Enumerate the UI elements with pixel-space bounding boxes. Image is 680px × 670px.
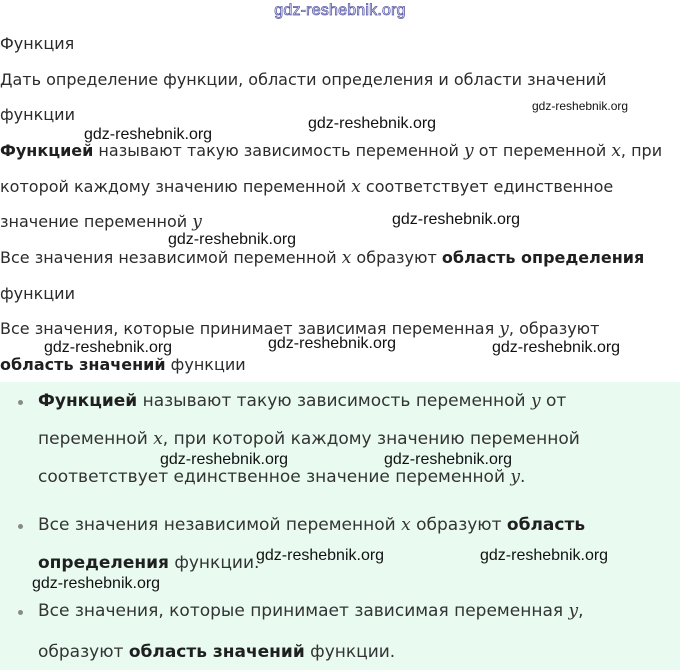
watermark: gdz-reshebnik.org bbox=[492, 339, 621, 356]
definition-range-line-2: область значений функции bbox=[0, 355, 246, 374]
watermark: gdz-reshebnik.org bbox=[392, 211, 521, 228]
math-var-y: y bbox=[192, 212, 202, 232]
math-var-y: y bbox=[464, 141, 474, 161]
math-var-y: y bbox=[510, 467, 521, 487]
summary-item-1-line-3: соответствует единственное значение переменной y. bbox=[38, 467, 526, 487]
definition-domain-line-1: Все значения независимой переменной x образуют область определения bbox=[0, 248, 645, 268]
section-heading: Функция bbox=[0, 34, 75, 53]
definition-function-line-2: которой каждому значению переменной x соответствует единственное bbox=[0, 177, 614, 197]
summary-item-1-line-1: Функцией называют такую зависимость переменной y от bbox=[38, 391, 567, 411]
site-watermark-top: gdz-reshebnik.org bbox=[274, 2, 406, 19]
math-var-y: y bbox=[568, 601, 579, 621]
watermark: gdz-reshebnik.org bbox=[160, 451, 289, 468]
watermark: gdz-reshebnik.org bbox=[84, 126, 213, 143]
math-var-x: x bbox=[341, 248, 352, 268]
watermark: gdz-reshebnik.org bbox=[308, 115, 437, 132]
term-range: область значений bbox=[0, 355, 166, 374]
summary-item-2-line-1: Все значения независимой переменной x образуют область bbox=[38, 515, 586, 535]
summary-item-1-line-2: переменной x, при которой каждому значению переменной bbox=[38, 429, 580, 449]
task-line-1: Дать определение функции, области определения и области значений bbox=[0, 70, 607, 89]
math-var-y: y bbox=[531, 391, 541, 411]
math-var-y: y bbox=[499, 319, 509, 339]
definition-range-line-1: Все значения, которые принимает зависимая переменная y, образуют bbox=[0, 319, 600, 339]
watermark: gdz-reshebnik.org bbox=[44, 339, 173, 356]
summary-item-3-line-2: образуют область значений функции. bbox=[38, 642, 396, 662]
watermark: gdz-reshebnik.org bbox=[32, 575, 161, 592]
summary-item-3-line-1: Все значения, которые принимает зависимая переменная y, bbox=[38, 601, 584, 621]
bullet-icon bbox=[18, 400, 23, 405]
watermark: gdz-reshebnik.org bbox=[384, 451, 513, 468]
bullet-icon bbox=[18, 524, 23, 529]
watermark: gdz-reshebnik.org bbox=[268, 335, 397, 352]
summary-item-2-line-2: определения функции. bbox=[38, 553, 260, 573]
watermark: gdz-reshebnik.org bbox=[480, 547, 609, 564]
math-var-x: x bbox=[351, 177, 361, 197]
term-function: Функцией bbox=[0, 141, 94, 160]
definition-function-line-3: значение переменной y bbox=[0, 212, 202, 232]
watermark: gdz-reshebnik.org bbox=[168, 231, 297, 248]
math-var-x: x bbox=[153, 429, 163, 449]
watermark: gdz-reshebnik.org bbox=[532, 99, 629, 113]
definition-domain-line-2: функции bbox=[0, 284, 75, 303]
definition-function-line-1: Функцией называют такую зависимость переменной y от переменной x, при bbox=[0, 141, 663, 161]
bullet-icon bbox=[18, 610, 23, 615]
math-var-x: x bbox=[401, 515, 411, 535]
watermark: gdz-reshebnik.org bbox=[256, 547, 385, 564]
math-var-x: x bbox=[611, 141, 621, 161]
task-line-2: функции bbox=[0, 105, 75, 124]
term-domain: область определения bbox=[441, 248, 645, 267]
